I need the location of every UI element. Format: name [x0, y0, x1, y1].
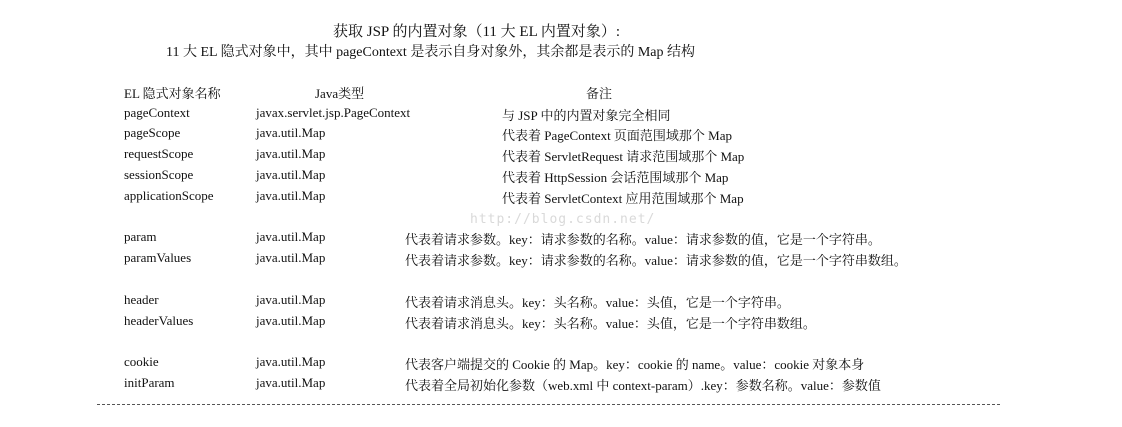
row-note: 代表着请求消息头。key：头名称。value：头值，它是一个字符串数组。 — [405, 316, 816, 331]
row-name: pageContext — [124, 105, 190, 120]
row-type: java.util.Map — [256, 354, 326, 369]
row-type: java.util.Map — [256, 167, 326, 182]
row-type: java.util.Map — [256, 229, 326, 244]
row-type: java.util.Map — [256, 375, 326, 390]
row-note: 代表客户端提交的 Cookie 的 Map。key：cookie 的 name。value：cookie 对象本身 — [405, 357, 865, 372]
row-name: applicationScope — [124, 188, 214, 203]
table-row — [0, 375, 1122, 395]
document-subtitle: 11 大 EL 隐式对象中，其中 pageContext 是表示自身对象外，其余都是表示的 Map 结构 — [166, 45, 695, 60]
watermark-text: http://blog.csdn.net/ — [470, 212, 656, 227]
row-type: javax.servlet.jsp.PageContext — [256, 105, 411, 120]
row-type: java.util.Map — [256, 125, 326, 140]
row-note: 代表着 PageContext 页面范围域那个 Map — [502, 128, 733, 143]
table-row — [0, 105, 1122, 125]
row-note: 代表着请求参数。key：请求参数的名称。value：请求参数的值，它是一个字符串。 — [405, 232, 881, 247]
table-row — [0, 188, 1122, 208]
row-note: 代表着全局初始化参数（web.xml 中 context-param）.key：参数名称。value：参数值 — [405, 378, 881, 393]
row-type: java.util.Map — [256, 292, 326, 307]
dashed-divider — [97, 404, 1000, 405]
row-note: 代表着 ServletRequest 请求范围域那个 Map — [502, 149, 745, 164]
table-row — [0, 313, 1122, 333]
row-note: 代表着请求参数。key：请求参数的名称。value：请求参数的值，它是一个字符串数组。 — [405, 253, 907, 268]
row-name: initParam — [124, 375, 175, 390]
row-type: java.util.Map — [256, 188, 326, 203]
row-name: pageScope — [124, 125, 181, 140]
row-name: sessionScope — [124, 167, 194, 182]
row-name: requestScope — [124, 146, 194, 161]
row-note: 代表着 HttpSession 会话范围域那个 Map — [502, 170, 729, 185]
table-row — [0, 167, 1122, 187]
row-type: java.util.Map — [256, 146, 326, 161]
row-type: java.util.Map — [256, 313, 326, 328]
table-header-row — [0, 83, 1122, 103]
row-name: headerValues — [124, 313, 194, 328]
table-row — [0, 250, 1122, 270]
table-row — [0, 146, 1122, 166]
table-row — [0, 125, 1122, 145]
row-name: paramValues — [124, 250, 192, 265]
row-note: 代表着 ServletContext 应用范围域那个 Map — [502, 191, 744, 206]
header-type: Java类型 — [315, 86, 365, 101]
header-name: EL 隐式对象名称 — [124, 86, 221, 101]
header-note: 备注 — [586, 86, 613, 101]
row-note: 与 JSP 中的内置对象完全相同 — [502, 108, 671, 123]
table-row — [0, 354, 1122, 374]
row-name: cookie — [124, 354, 159, 369]
row-note: 代表着请求消息头。key：头名称。value：头值，它是一个字符串。 — [405, 295, 790, 310]
row-name: header — [124, 292, 159, 307]
table-row — [0, 292, 1122, 312]
row-name: param — [124, 229, 157, 244]
document-title: 获取 JSP 的内置对象（11 大 EL 内置对象）: — [333, 24, 621, 40]
row-type: java.util.Map — [256, 250, 326, 265]
table-row — [0, 229, 1122, 249]
